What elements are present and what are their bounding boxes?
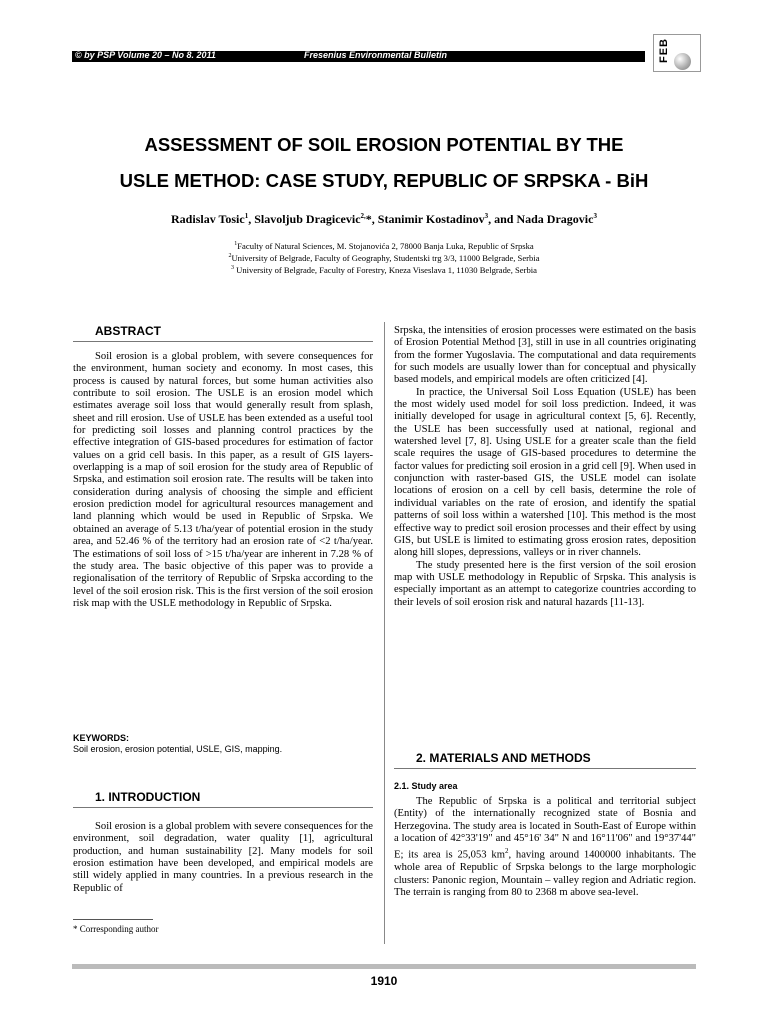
page-number: 1910 <box>370 974 398 988</box>
affiliation-text: University of Belgrade, Faculty of Forestry, Kneza Viseslava 1, 11030 Belgrade, Serbia <box>234 265 537 275</box>
affiliation <box>60 253 708 263</box>
methods-heading: 2. MATERIALS AND METHODS <box>416 751 591 765</box>
study-area-subheading: 2.1. Study area <box>394 781 458 791</box>
abstract-body <box>73 351 373 610</box>
author-list <box>60 212 708 227</box>
author-name: Slavoljub Dragicevic <box>254 212 361 226</box>
author-affiliation-mark: 1 <box>244 212 249 220</box>
methods-body <box>394 796 696 899</box>
keywords-label: KEYWORDS: <box>73 733 129 743</box>
feb-logo <box>653 34 701 72</box>
study-area-text-part: , having around 1400000 inhabitants. The whole area of Republic of Srpska belongs to the large morphologic clusters: Panonic region, Mountain – valley region and Adriatic region. The terrain is ranging from 80 to 2368 m above sea-level. <box>394 849 696 898</box>
footnote: * Corresponding author <box>73 924 159 934</box>
journal-name: Fresenius Environmental Bulletin <box>304 50 448 60</box>
author-separator: *, <box>365 212 378 226</box>
author-affiliation-mark: 2, <box>360 212 366 220</box>
section-rule <box>73 807 373 808</box>
sphere-icon <box>674 53 691 70</box>
introduction-text: Soil erosion is a global problem with severe consequences for the environment, soil degradation, water quality [1], agricultural production, and human sustainability [2]. Many models for soil erosion estimation have been developed, and empirical models are still widely applied in many countries. In a previous research in the Republic of <box>73 821 373 894</box>
volume-info: © by PSP Volume 20 – No 8. 2011 <box>75 50 216 60</box>
journal-header-bar <box>72 51 645 62</box>
paper-title-line-1: ASSESSMENT OF SOIL EROSION POTENTIAL BY THE <box>144 134 624 155</box>
footer-bar <box>72 964 696 969</box>
paper-title-line-2: USLE METHOD: CASE STUDY, REPUBLIC OF SRPSKA - BiH <box>119 170 649 191</box>
study-area-text-part: The Republic of Srpska is a political and territorial subject (Entity) of the internationally recognized state of Bosnia and Herzegovina. The study area is located in South-East of Europe within a location of 42°33'19" and 45°16' 34" N and 16°11'06" and 19°37'44" E; its area is 25,053 km <box>394 796 696 861</box>
author-name: Radislav Tosic <box>171 212 245 226</box>
section-rule <box>73 341 373 342</box>
introduction-body <box>73 821 373 895</box>
paragraph: The study presented here is the first version of the soil erosion map with USLE methodology in Republic of Srpska. This analysis is especially important as an attempt to categorize countries according to their levels of soil erosion risk and natural hazards [11-13]. <box>394 559 696 608</box>
abstract-heading: ABSTRACT <box>95 324 161 338</box>
paragraph: In practice, the Universal Soil Loss Equation (USLE) has been the most widely used model for soil loss prediction. Indeed, it was initially developed for usage in agricultural context [5, 6]. Recently, the USLE has been successfully used at national, regional and watershed level [7, 8]. Using USLE for a greater scale than the field scale requires the usage of GIS-based procedures to determine the factor values for predicting soil erosion in a grid cell [9]. When used in conjunction with raster-based GIS, the USLE model can isolate locations of erosion on a cell by cell basis, determine the role of individual variables on the rate of erosion, and identify the spatial patterns of soil loss within a watershed [10]. This method is the most effective way to predict soil erosion processes and their effect by using GIS, but USLE is limited to estimating gross erosion rates, deposition along hill slopes, depressions, valleys or in river channels. <box>394 386 696 559</box>
affiliation-text: Faculty of Natural Sciences, M. Stojanovića 2, 78000 Banja Luka, Republic of Srpska <box>237 241 534 251</box>
study-area-text <box>394 796 696 899</box>
author-name: Stanimir Kostadinov <box>377 212 485 226</box>
introduction-heading: 1. INTRODUCTION <box>95 790 201 804</box>
author-affiliation-mark: 3 <box>484 212 489 220</box>
feb-logo-text: FEB <box>658 38 670 63</box>
paragraph: Srpska, the intensities of erosion processes were estimated on the basis of Erosion Potential Method [3], still in use in all countries originating from the former Yugoslavia. The computational and data requirements for such models are usually lower than for conceptual and physically based models, and empirical models are often criticized [4]. <box>394 325 696 386</box>
author-name: Nada Dragovic <box>516 212 594 226</box>
author-separator: , <box>248 212 255 226</box>
affiliation <box>60 265 708 275</box>
author-affiliation-mark: 3 <box>593 212 597 220</box>
superscript: 2 <box>504 847 509 856</box>
keywords-text: Soil erosion, erosion potential, USLE, GIS, mapping. <box>73 744 283 754</box>
author-separator: , and <box>488 212 517 226</box>
affiliation-number: 2 <box>228 253 232 260</box>
affiliation-number: 3 <box>231 265 234 272</box>
affiliation-text: University of Belgrade, Faculty of Geography, Studentski trg 3/3, 11000 Belgrade, Serbia <box>231 253 540 263</box>
column-divider <box>384 322 385 944</box>
affiliation-number: 1 <box>234 241 238 248</box>
footnote-rule <box>73 919 153 920</box>
affiliation <box>60 241 708 251</box>
section-rule <box>394 768 696 769</box>
abstract-text: Soil erosion is a global problem, with severe consequences for the environment, human society and economy. In most cases, this process is caused by natural forces, but some human activities also contribute to soil erosion. The USLE is an erosion model which estimates average soil loss that would generally result from splash, sheet and rill erosion. Use of USLE has been extended as a useful tool for predicting soil losses and planning control practices by the effective integration of GIS-based procedures for estimation of factor values on a grid cell basis. In this paper, as a result of GIS layers-overlapping is a map of soil erosion for the study area of Republic of Srpska, and estimation soil erosion rate. The results will be taken into consideration during analysis of choosing the simple and efficient erosion prediction model for agricultural resources management and land planning which would be used in Republic of Srpska. We obtained an average of 5.13 t/ha/year of potential erosion in the study area, and 52.46 % of the territory had an erosion rate of <2 t/ha/year. The estimations of soil loss of >15 t/ha/year are inherent in 7.28 % of the study area. The basic objective of this paper was to provide a regionalisation of the territory of Republic of Srpska according to the level of the soil erosion risk. This is the first version of the soil erosion risk map with the USLE methodology in Republic of Srpska. <box>73 351 373 609</box>
introduction-continued <box>394 325 696 609</box>
